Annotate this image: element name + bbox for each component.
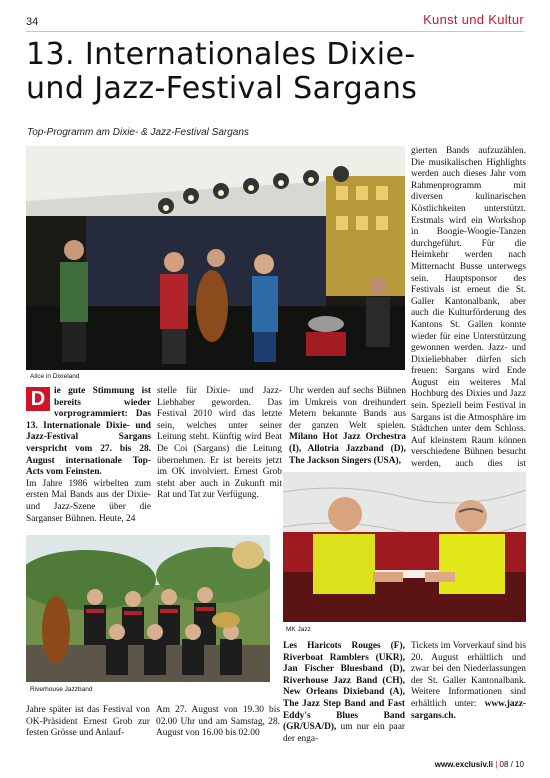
page-footer — [435, 760, 524, 769]
bottom-column-3-plain: um nur ein paar der enga- — [283, 722, 406, 744]
bottom-column-1 — [26, 705, 150, 740]
page-number: 34 — [26, 16, 39, 28]
article-subtitle: Top-Programm am Dixie- & Jazz-Festival Sargans — [27, 127, 249, 138]
drop-cap: D — [26, 387, 50, 411]
bottom-column-1-body: Jahre später ist das Festival von OK-Präsident Ernest Grob zur festen Grösse und Anlauf- — [26, 705, 150, 739]
headline-line-1: 13. Internationales Dixie- — [26, 37, 416, 72]
headline-line-2: und Jazz-Festival Sargans — [26, 71, 418, 106]
caption-photo-3: MK Jazz — [286, 626, 311, 633]
column-3-body — [289, 386, 406, 467]
footer-issue: 08 / 10 — [499, 760, 524, 769]
text-column-3 — [289, 386, 406, 467]
column-1-body: Im Jahre 1986 wirbelten zum ersten Mal Bands aus der Dixie- und Jazz-Szene über die Sarganser Bühnen. Heute, 24 — [26, 478, 151, 524]
caption-photo-2: Riverhouse Jazzband — [30, 686, 93, 693]
column-4-text: gierten Bands aufzuzählen. Die musikalischen Highlights werden auch dieses Jahr vom Rahmenprogramm mit diversen kulinarischen Köstlichkeiten unterstützt. Erstmals wird ein Workshop in Boogie-Woogie-Tanzen durchgeführt. Für die Heimkehr werden nach Mitternacht Busse unterwegs sein. Hauptsponsor des Festivals ist erneut die St. Galler Kantonalbank, aber auch die Kulturförderung des Kantons St. Gallen konnte wieder für eine Unterstützung gewonnen werden. Jazz- und Dixieliebhaber dürfen sich freuen: Sargans wird Ende August ein weiteres Mal Hochburg des Dixies und Jazz sein. Speziell beim Festival in Sargans ist die Atmosphäre im Städtchen unter dem Schloss. Auf kleinstem Raum können verschiedene Bühnen besucht werden, auch dies ist — [411, 146, 526, 470]
section-title: Kunst und Kultur — [423, 12, 524, 27]
stage-photo-image — [26, 146, 405, 370]
text-column-2 — [157, 386, 282, 502]
text-column-4 — [411, 146, 526, 483]
text-column-1 — [26, 386, 151, 525]
bottom-column-3 — [283, 641, 405, 745]
column-4-body — [411, 146, 526, 483]
bottom-column-4-text: Tickets im Vorverkauf sind bis 20. August erhältlich und zwar bei den Niederlassungen der St. Galler Kantonalbank. Weitere Informationen sind erhältlich unter: — [411, 641, 526, 709]
festival-website-link[interactable]: www.jazz-sargans.ch. — [411, 698, 526, 721]
column-3-plain: Uhr werden auf sechs Bühnen im Umkreis von dreihundert Metern bekannte Bands aus der ganzen Welt spielen. — [289, 386, 406, 431]
bottom-column-2 — [156, 705, 280, 740]
photo-mk-jazz — [283, 472, 526, 622]
header-divider — [26, 31, 524, 32]
bottom-column-3-bands: Les Haricots Rouges (F), Riverboat Ramblers (UKR), Jan Fischer Bluesband (D), Riverhouse Jazz Band (CH), New Orleans Dixieband (A), The Jazz Step Band and Fast Eddy's Blues Band (GR/USA/D), — [283, 641, 405, 733]
piano-photo-image — [283, 472, 526, 622]
footer-brand: www.exclusiv.li — [434, 760, 493, 769]
article-lead: ie gute Stimmung ist bereits wieder vorprogrammiert: Das 13. Internationale Dixie- und Jazz-Festival Sargans verspricht vom 27. bis 28. August internationale Top-Acts vom Feinsten. — [26, 386, 151, 478]
column-3-bands: Milano Hot Jazz Orchestra (I), Allotria Jazzband (D), The Jackson Singers (USA), — [289, 432, 406, 466]
photo-riverhouse-jazzband — [26, 535, 270, 682]
caption-photo-1: Alice in Dixieland — [30, 373, 80, 380]
bottom-column-4-body — [411, 641, 526, 722]
column-2-body: stelle für Dixie- und Jazz-Liebhaber geworden. Das Festival 2010 wird das letzte sein, welches unter seiner Leitung steht. Künftig wird Beat De Coi (Sargans) die Leitung übernehmen. Er ist bereits jetzt im OK involviert. Ernest Grob steht aber auch in Zukunft mit Rat und Tat zur Verfügung. — [157, 386, 282, 501]
bottom-column-4 — [411, 641, 526, 722]
bottom-column-2-body: Am 27. August von 19.30 bis 02.00 Uhr und am Samstag, 28. August von 16.00 bis 02.00 — [156, 705, 280, 739]
footer-divider: | — [495, 760, 498, 769]
article-headline — [26, 38, 526, 106]
band-photo-image — [26, 535, 270, 682]
bottom-column-3-body — [283, 641, 405, 745]
photo-alice-in-dixieland — [26, 146, 405, 370]
